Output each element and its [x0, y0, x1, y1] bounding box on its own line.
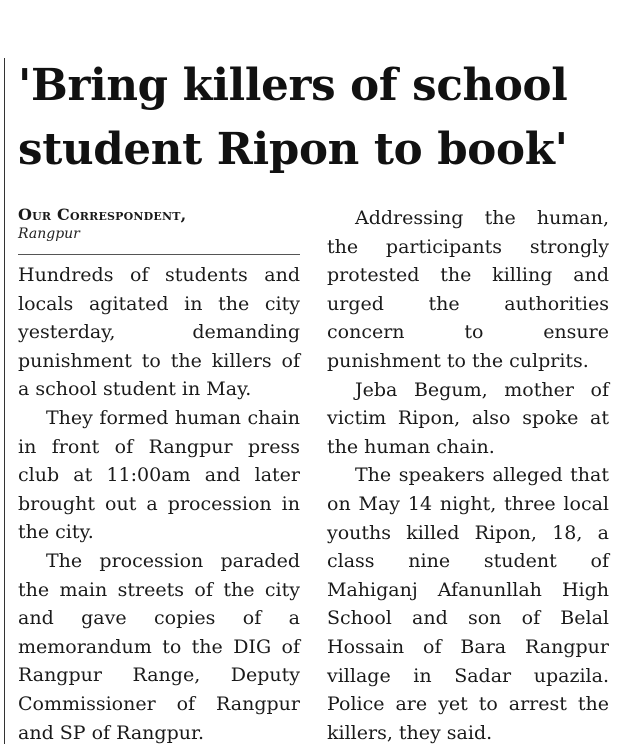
paragraph: Jeba Begum, mother of victim Ripon, also spoke at the human chain. [327, 378, 609, 458]
paragraph: The speakers alleged that on May 14 night, three local youths killed Ripon, 18, a class nine student of Mahiganj Afanunllah High School and son of Belal Hossain of Bara Rangpur village in Sadar upazila. Police are yet to arrest the killers, they said. [327, 464, 609, 744]
article-column-right [327, 204, 609, 747]
byline: Our Correspondent, [18, 205, 187, 224]
column-rule [4, 58, 5, 744]
byline-divider [18, 254, 300, 255]
paragraph: Hundreds of students and locals agitated in the city yesterday, demanding punishment to the killers of a school student in May. [18, 264, 300, 401]
dateline: Rangpur [18, 226, 80, 242]
paragraph: The procession paraded the main streets of the city and gave copies of a memorandum to the DIG of Rangpur Range, Deputy Commissioner of Rangpur and SP of Rangpur. [18, 549, 300, 744]
paragraph: Addressing the human, the participants strongly protested the killing and urged the authorities concern to ensure punishment to the culprits. [327, 207, 609, 372]
paragraph: They formed human chain in front of Rangpur press club at 11:00am and later brought out a procession in the city. [18, 406, 300, 544]
headline: 'Bring killers of school student Ripon to book' [18, 60, 568, 175]
article-column-left [18, 200, 300, 747]
